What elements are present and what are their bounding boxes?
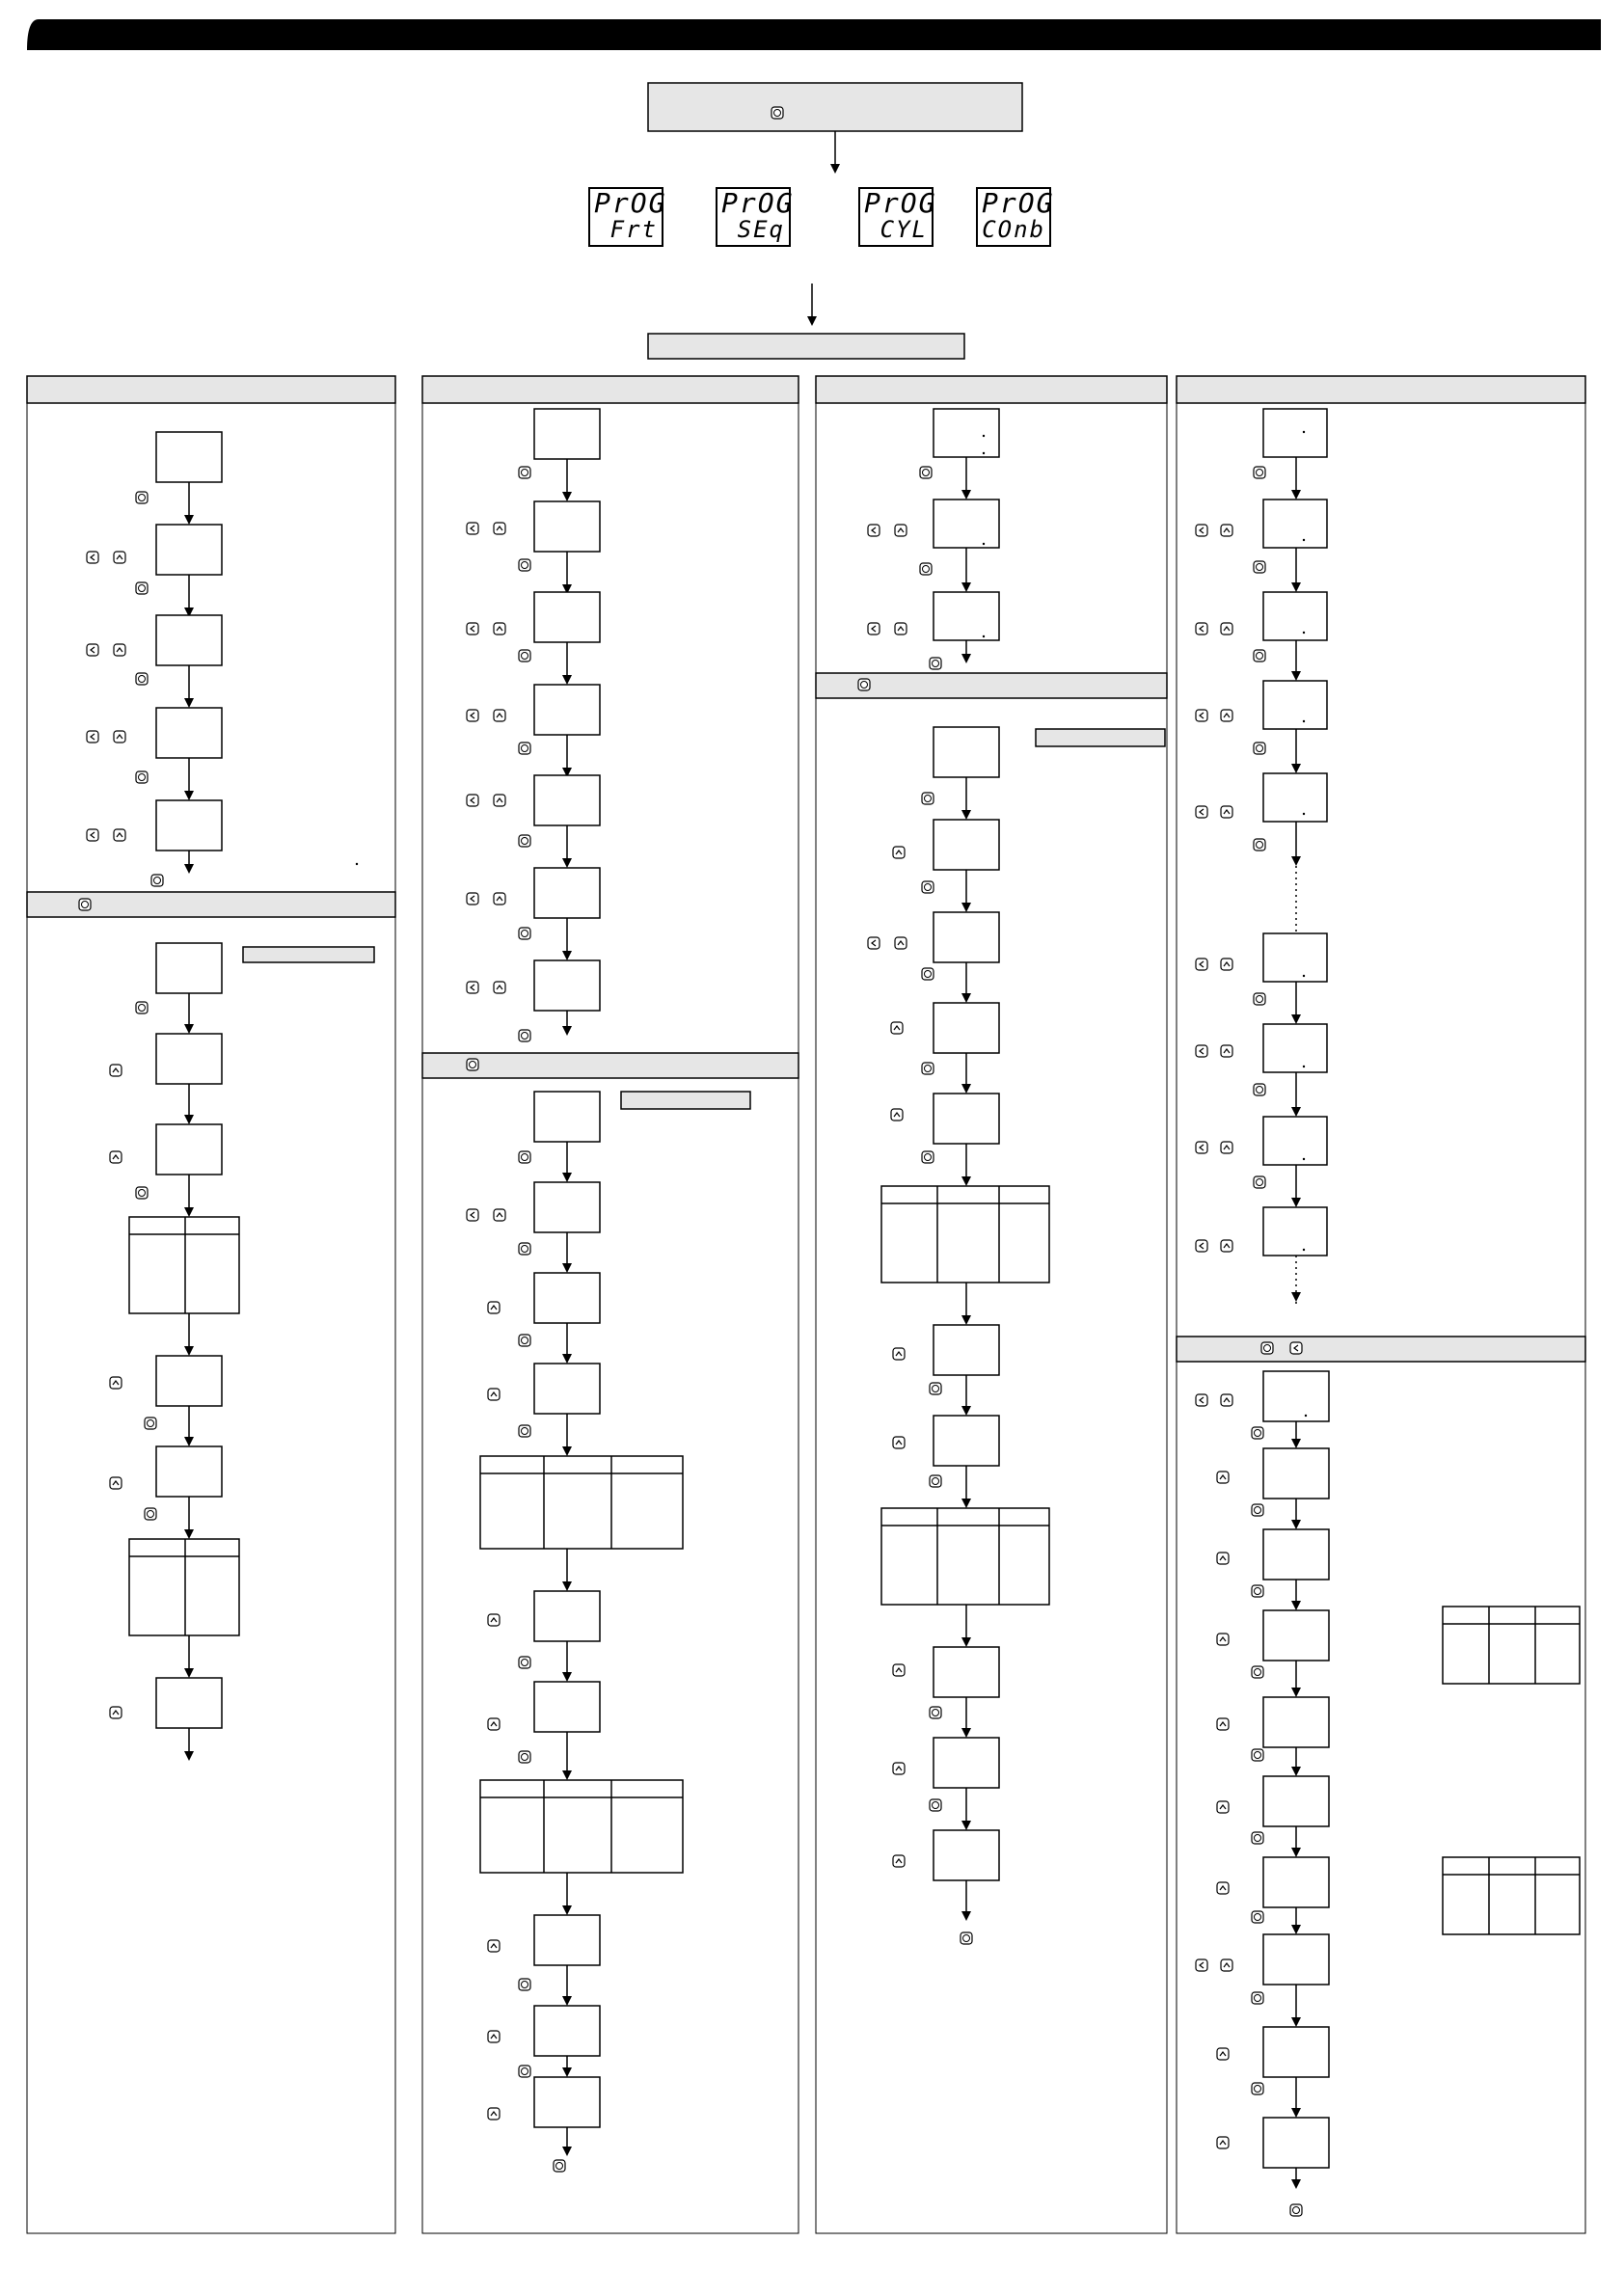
circle-key-icon — [136, 673, 148, 685]
column-header — [27, 376, 395, 403]
decimal-point — [983, 452, 985, 454]
circle-key-icon — [136, 492, 148, 503]
circle-key-icon — [930, 658, 941, 669]
display-box — [534, 1364, 600, 1414]
display-box — [1263, 1697, 1329, 1747]
column-header — [1177, 376, 1585, 403]
top-instruction-box — [648, 83, 1022, 131]
up-arrow-key-icon — [110, 1477, 122, 1489]
display-box — [1263, 1529, 1329, 1580]
circle-key-icon — [1254, 743, 1265, 754]
circle-key-icon — [961, 1932, 972, 1944]
circle-key-icon — [920, 563, 932, 575]
display-box — [534, 1092, 600, 1142]
up-arrow-key-icon — [891, 1022, 903, 1034]
display-line-1: PrOG — [721, 187, 795, 219]
display-box — [156, 1678, 222, 1728]
up-arrow-key-icon — [893, 847, 905, 858]
circle-key-icon — [519, 1030, 530, 1041]
circle-key-icon — [145, 1508, 156, 1520]
circle-key-icon — [519, 1751, 530, 1763]
circle-key-icon — [930, 1707, 941, 1718]
display-box — [1263, 773, 1327, 822]
left-arrow-key-icon — [1196, 959, 1207, 970]
display-box — [1263, 1934, 1329, 1985]
display-line-1: PrOG — [982, 187, 1055, 219]
circle-key-icon — [1254, 650, 1265, 662]
up-arrow-key-icon — [1221, 959, 1232, 970]
display-box — [534, 685, 600, 735]
left-arrow-key-icon — [868, 525, 880, 536]
display-box — [534, 775, 600, 825]
up-arrow-key-icon — [488, 2108, 500, 2120]
parameter-table — [480, 1780, 683, 1873]
up-arrow-key-icon — [1221, 1142, 1232, 1153]
up-arrow-key-icon — [1217, 1718, 1229, 1730]
decimal-point — [356, 863, 358, 865]
parameter-table — [881, 1508, 1049, 1605]
up-arrow-key-icon — [488, 1718, 500, 1730]
up-arrow-key-icon — [110, 1151, 122, 1163]
display-box — [934, 1416, 999, 1466]
circle-key-icon — [930, 1383, 941, 1394]
section-header — [1177, 1337, 1585, 1362]
note-box — [1036, 729, 1165, 746]
circle-key-icon — [1252, 2083, 1263, 2094]
up-arrow-key-icon — [893, 1348, 905, 1360]
column-frame — [422, 376, 798, 2233]
circle-key-icon — [1252, 1585, 1263, 1597]
up-arrow-key-icon — [1217, 1801, 1229, 1813]
display-box — [156, 1446, 222, 1497]
up-arrow-key-icon — [110, 1377, 122, 1389]
circle-key-icon — [519, 650, 530, 662]
display-line-1: PrOG — [864, 187, 937, 219]
circle-key-icon — [1252, 1666, 1263, 1678]
up-arrow-key-icon — [893, 1437, 905, 1448]
display-box — [1263, 1371, 1329, 1421]
display-box — [534, 1591, 600, 1641]
display-box — [156, 525, 222, 575]
circle-key-icon — [519, 1657, 530, 1668]
circle-key-icon — [145, 1418, 156, 1429]
display-box — [934, 1325, 999, 1375]
circle-key-icon — [519, 928, 530, 939]
circle-key-icon — [930, 1799, 941, 1811]
left-arrow-key-icon — [1196, 1959, 1207, 1971]
left-arrow-key-icon — [868, 623, 880, 635]
decimal-point — [983, 635, 985, 637]
circle-key-icon — [519, 1151, 530, 1163]
display-box — [534, 1682, 600, 1732]
parameter-table — [129, 1217, 239, 1313]
circle-key-icon — [519, 743, 530, 754]
display-box — [1263, 1207, 1327, 1256]
decimal-point — [1303, 813, 1305, 815]
decimal-point — [983, 543, 985, 545]
up-arrow-key-icon — [1221, 806, 1232, 818]
left-arrow-key-icon — [1196, 1394, 1207, 1406]
column-frame — [1177, 376, 1585, 2233]
circle-key-icon — [1254, 1176, 1265, 1188]
up-arrow-key-icon — [1221, 710, 1232, 721]
left-arrow-key-icon — [467, 795, 478, 806]
up-arrow-key-icon — [488, 1389, 500, 1400]
note-box — [243, 947, 374, 962]
up-arrow-key-icon — [494, 523, 505, 534]
circle-key-icon — [467, 1059, 478, 1070]
display-box — [934, 1738, 999, 1788]
display-box — [1263, 1776, 1329, 1826]
left-arrow-key-icon — [467, 523, 478, 534]
circle-key-icon — [1252, 1749, 1263, 1761]
up-arrow-key-icon — [488, 1302, 500, 1313]
decimal-point — [1303, 1066, 1305, 1067]
up-arrow-key-icon — [1217, 2137, 1229, 2148]
decimal-point — [1303, 720, 1305, 722]
left-arrow-key-icon — [1196, 710, 1207, 721]
display-box — [1263, 681, 1327, 729]
display-line-2: SEq — [737, 216, 785, 243]
display-box — [934, 820, 999, 870]
note-box — [621, 1092, 750, 1109]
up-arrow-key-icon — [893, 1855, 905, 1867]
display-box — [1263, 1024, 1327, 1072]
up-arrow-key-icon — [1217, 1882, 1229, 1894]
left-arrow-key-icon — [467, 982, 478, 993]
display-box — [1263, 500, 1327, 548]
circle-key-icon — [519, 559, 530, 571]
decimal-point — [1303, 1249, 1305, 1251]
up-arrow-key-icon — [1221, 1394, 1232, 1406]
circle-key-icon — [858, 679, 870, 690]
left-arrow-key-icon — [1196, 1045, 1207, 1057]
circle-key-icon — [920, 467, 932, 478]
display-box — [156, 615, 222, 665]
display-box — [934, 1003, 999, 1053]
parameter-table — [1443, 1607, 1580, 1684]
circle-key-icon — [519, 835, 530, 847]
display-box — [534, 409, 600, 459]
up-arrow-key-icon — [1217, 1472, 1229, 1483]
display-box — [934, 500, 999, 548]
circle-key-icon — [1252, 1427, 1263, 1439]
up-arrow-key-icon — [1221, 623, 1232, 635]
left-arrow-key-icon — [87, 731, 98, 743]
display-box — [156, 1356, 222, 1406]
display-box — [534, 2077, 600, 2127]
display-box — [534, 592, 600, 642]
display-box — [934, 1830, 999, 1880]
left-arrow-key-icon — [467, 623, 478, 635]
circle-key-icon — [1254, 561, 1265, 573]
display-box — [934, 727, 999, 777]
up-arrow-key-icon — [494, 893, 505, 905]
parameter-table — [480, 1456, 683, 1549]
parameter-table — [1443, 1857, 1580, 1934]
left-arrow-key-icon — [1196, 623, 1207, 635]
circle-key-icon — [519, 1979, 530, 1990]
display-box — [534, 2006, 600, 2056]
up-arrow-key-icon — [494, 710, 505, 721]
circle-key-icon — [922, 968, 934, 980]
left-arrow-key-icon — [1196, 525, 1207, 536]
up-arrow-key-icon — [1221, 1959, 1232, 1971]
circle-key-icon — [1252, 1832, 1263, 1844]
up-arrow-key-icon — [488, 1614, 500, 1626]
up-arrow-key-icon — [488, 2031, 500, 2042]
circle-key-icon — [1290, 2204, 1302, 2216]
parameter-table — [129, 1539, 239, 1635]
display-box — [534, 1182, 600, 1232]
circle-key-icon — [1254, 1084, 1265, 1095]
up-arrow-key-icon — [1217, 1553, 1229, 1564]
circle-key-icon — [519, 1243, 530, 1255]
page-header-bar — [27, 19, 1601, 50]
display-box — [1263, 1610, 1329, 1661]
display-box — [934, 1094, 999, 1144]
display-box — [534, 501, 600, 552]
display-box — [934, 592, 999, 640]
circle-key-icon — [519, 1335, 530, 1346]
up-arrow-key-icon — [110, 1065, 122, 1076]
display-box — [1263, 592, 1327, 640]
decimal-point — [1303, 431, 1305, 433]
up-arrow-key-icon — [114, 644, 125, 656]
display-line-1: PrOG — [594, 187, 667, 219]
up-arrow-key-icon — [494, 623, 505, 635]
left-arrow-key-icon — [1196, 1240, 1207, 1252]
display-box — [534, 1273, 600, 1323]
display-line-2: COnb — [982, 216, 1045, 243]
display-box — [156, 1124, 222, 1175]
circle-key-icon — [1261, 1342, 1273, 1354]
up-arrow-key-icon — [1221, 1240, 1232, 1252]
circle-key-icon — [136, 771, 148, 783]
mode-selection-box — [648, 334, 964, 359]
circle-key-icon — [771, 107, 783, 119]
circle-key-icon — [922, 881, 934, 893]
left-arrow-key-icon — [467, 710, 478, 721]
up-arrow-key-icon — [494, 795, 505, 806]
display-box — [934, 1647, 999, 1697]
decimal-point — [1303, 975, 1305, 977]
column-header — [816, 376, 1167, 403]
up-arrow-key-icon — [488, 1940, 500, 1952]
left-arrow-key-icon — [868, 937, 880, 949]
display-box — [156, 800, 222, 851]
up-arrow-key-icon — [1221, 525, 1232, 536]
decimal-point — [1303, 1158, 1305, 1160]
display-box — [934, 409, 999, 457]
display-box — [1263, 2027, 1329, 2077]
up-arrow-key-icon — [893, 1664, 905, 1676]
display-box — [1263, 2118, 1329, 2168]
circle-key-icon — [922, 1063, 934, 1074]
circle-key-icon — [1252, 1911, 1263, 1923]
circle-key-icon — [1252, 1992, 1263, 2004]
left-arrow-key-icon — [1196, 1142, 1207, 1153]
circle-key-icon — [136, 1187, 148, 1199]
circle-key-icon — [136, 1002, 148, 1013]
circle-key-icon — [930, 1475, 941, 1487]
up-arrow-key-icon — [494, 982, 505, 993]
circle-key-icon — [519, 467, 530, 478]
up-arrow-key-icon — [891, 1109, 903, 1121]
left-arrow-key-icon — [1290, 1342, 1302, 1354]
up-arrow-key-icon — [895, 525, 907, 536]
column-frame — [816, 376, 1167, 2233]
up-arrow-key-icon — [494, 1209, 505, 1221]
display-box — [156, 432, 222, 482]
display-box — [534, 960, 600, 1011]
circle-key-icon — [136, 582, 148, 594]
display-box — [1263, 409, 1327, 457]
left-arrow-key-icon — [87, 552, 98, 563]
left-arrow-key-icon — [467, 1209, 478, 1221]
display-box — [1263, 1857, 1329, 1907]
up-arrow-key-icon — [895, 623, 907, 635]
up-arrow-key-icon — [1221, 1045, 1232, 1057]
up-arrow-key-icon — [1217, 1634, 1229, 1645]
arrow-head — [807, 316, 817, 326]
circle-key-icon — [519, 2066, 530, 2077]
display-box — [1263, 933, 1327, 982]
up-arrow-key-icon — [114, 731, 125, 743]
display-box — [534, 868, 600, 918]
display-box — [534, 1915, 600, 1965]
circle-key-icon — [922, 793, 934, 804]
circle-key-icon — [1252, 1504, 1263, 1516]
decimal-point — [1303, 632, 1305, 634]
left-arrow-key-icon — [87, 829, 98, 841]
left-arrow-key-icon — [1196, 806, 1207, 818]
circle-key-icon — [151, 875, 163, 886]
decimal-point — [1303, 539, 1305, 541]
display-box — [156, 708, 222, 758]
up-arrow-key-icon — [110, 1707, 122, 1718]
circle-key-icon — [519, 1425, 530, 1437]
circle-key-icon — [922, 1151, 934, 1163]
display-box — [156, 943, 222, 993]
arrow-head — [830, 164, 840, 174]
up-arrow-key-icon — [114, 552, 125, 563]
up-arrow-key-icon — [114, 829, 125, 841]
column-header — [422, 376, 798, 403]
display-box — [934, 912, 999, 962]
left-arrow-key-icon — [467, 893, 478, 905]
left-arrow-key-icon — [87, 644, 98, 656]
up-arrow-key-icon — [893, 1763, 905, 1774]
display-box — [1263, 1448, 1329, 1499]
display-line-2: CYL — [880, 216, 928, 243]
display-box — [156, 1034, 222, 1084]
display-box — [1263, 1117, 1327, 1165]
up-arrow-key-icon — [1217, 2048, 1229, 2060]
circle-key-icon — [1254, 839, 1265, 851]
circle-key-icon — [1254, 993, 1265, 1005]
decimal-point — [983, 435, 985, 437]
decimal-point — [1305, 1415, 1307, 1417]
parameter-table — [881, 1186, 1049, 1283]
up-arrow-key-icon — [895, 937, 907, 949]
display-line-2: Frt — [609, 216, 658, 243]
circle-key-icon — [1254, 467, 1265, 478]
circle-key-icon — [79, 899, 91, 910]
circle-key-icon — [554, 2160, 565, 2172]
